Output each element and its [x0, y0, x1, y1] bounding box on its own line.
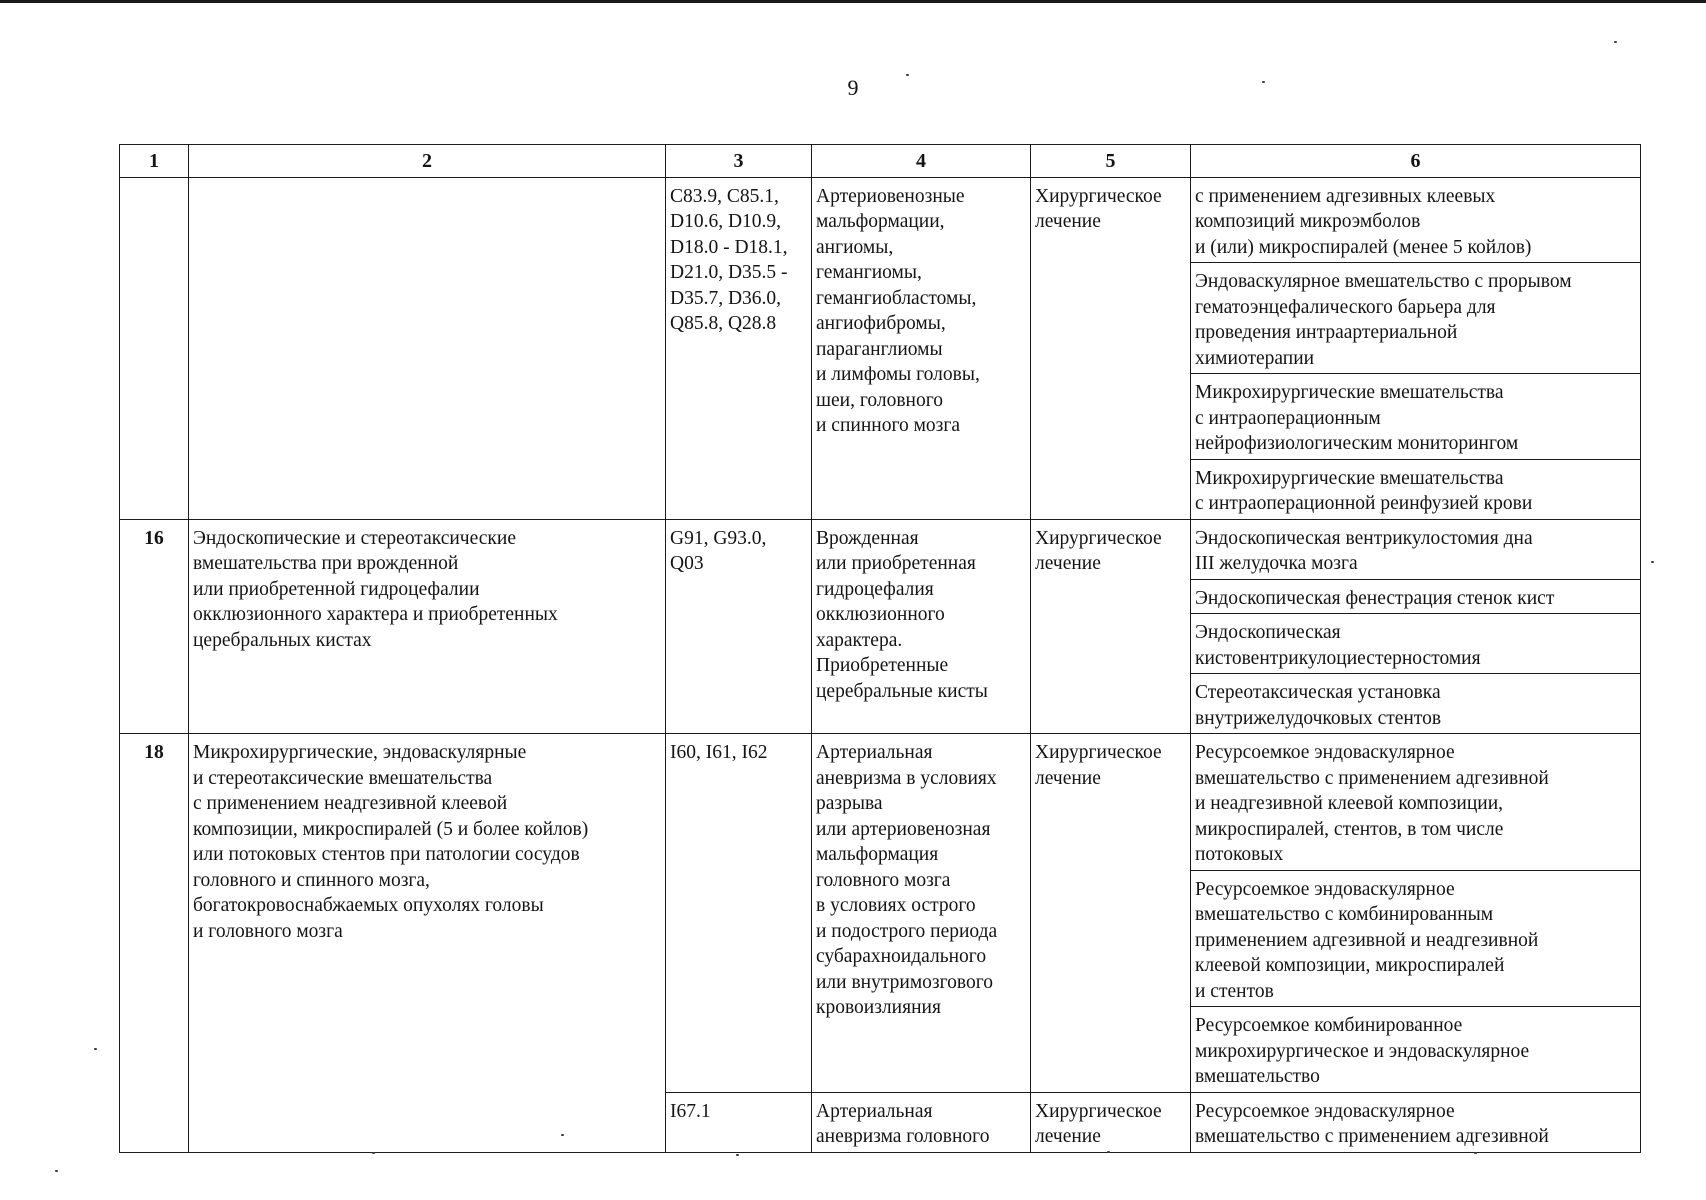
column-header: 1: [120, 145, 189, 178]
treatment-method: Микрохирургические вмешательства с интраоперационной реинфузией крови: [1191, 459, 1641, 519]
scan-speck: [1614, 41, 1617, 43]
page-number: 9: [847, 75, 859, 100]
treatment-method: Микрохирургические вмешательства с интраоперационным нейрофизиологическим мониторингом: [1191, 374, 1641, 460]
treatment-method: Эндоскопическая вентрикулостомия дна III желудочка мозга: [1191, 519, 1641, 579]
treatment-method: Ресурсоемкое комбинированное микрохирургическое и эндоваскулярное вмешательство: [1191, 1007, 1641, 1093]
column-header: 2: [189, 145, 666, 178]
diagnosis-codes: C83.9, C85.1, D10.6, D10.9, D18.0 - D18.1, D21.0, D35.5 - D35.7, D36.0, Q85.8, Q28.8: [666, 177, 812, 519]
table-row: [120, 177, 1641, 263]
table-row: [120, 519, 1641, 579]
scan-speck: [906, 74, 909, 76]
treatment-method: Ресурсоемкое эндоваскулярное вмешательство с комбинированным применением адгезивной и неадгезивной клеевой композиции, микроспиралей и стентов: [1191, 870, 1641, 1007]
treatment-method: Эндоваскулярное вмешательство с прорывом гематоэнцефалического барьера для проведения интраартериальной химиотерапии: [1191, 263, 1641, 374]
scan-speck: [1651, 561, 1654, 563]
treatment-type: Хирургическое лечение: [1031, 177, 1191, 519]
diagnosis-codes: I67.1: [666, 1092, 812, 1152]
table-row: [120, 734, 1641, 871]
diagnosis-codes: G91, G93.0, Q03: [666, 519, 812, 734]
treatment-type: Хирургическое лечение: [1031, 1092, 1191, 1152]
scan-speck: [1262, 81, 1265, 83]
patient-model: Артериальная аневризма головного: [812, 1092, 1031, 1152]
patient-model: Врожденная или приобретенная гидроцефалия окклюзионного характера. Приобретенные церебральные кисты: [812, 519, 1031, 734]
treatment-type: Хирургическое лечение: [1031, 519, 1191, 734]
table-header-row: [120, 145, 1641, 178]
group-number: [120, 177, 189, 519]
column-header: 3: [666, 145, 812, 178]
scan-speck: [561, 1134, 564, 1136]
group-number: 18: [120, 734, 189, 1153]
treatment-method: Ресурсоемкое эндоваскулярное вмешательство с применением адгезивной и неадгезивной клеевой композиции, микроспиралей, стентов, в том числе потоковых: [1191, 734, 1641, 871]
group-name: Микрохирургические, эндоваскулярные и стереотаксические вмешательства с применением неадгезивной клеевой композиции, микроспиралей (5 и более койлов) или потоковых стентов при патологии сосудов головного и спинного мозга, богатокровоснабжаемых опухолях головы и головного мозга: [189, 734, 666, 1153]
scan-speck: [1474, 1152, 1477, 1154]
scan-speck: [1107, 1151, 1110, 1153]
treatment-method: Ресурсоемкое эндоваскулярное вмешательство с применением адгезивной: [1191, 1092, 1641, 1152]
treatment-method: Эндоскопическая фенестрация стенок кист: [1191, 579, 1641, 614]
patient-model: Артериальная аневризма в условиях разрыва или артериовенозная мальформация головного мозга в условиях острого и подострого периода субарахноидального или внутримозгового кровоизлияния: [812, 734, 1031, 1093]
procedures-table: [119, 144, 1641, 1153]
treatment-type: Хирургическое лечение: [1031, 734, 1191, 1093]
treatment-method: Эндоскопическая кистовентрикулоциестерностомия: [1191, 614, 1641, 674]
scan-speck: [55, 1170, 58, 1172]
group-name: [189, 177, 666, 519]
scan-speck: [94, 1048, 97, 1050]
column-header: 4: [812, 145, 1031, 178]
patient-model: Артериовенозные мальформации, ангиомы, гемангиомы, гемангиобластомы, ангиофибромы, параганглиомы и лимфомы головы, шеи, головного и спинного мозга: [812, 177, 1031, 519]
group-name: Эндоскопические и стереотаксические вмешательства при врожденной или приобретенной гидроцефалии окклюзионного характера и приобретенных церебральных кистах: [189, 519, 666, 734]
page-top-edge: [0, 0, 1706, 3]
column-header: 6: [1191, 145, 1641, 178]
scan-speck: [372, 1152, 375, 1154]
diagnosis-codes: I60, I61, I62: [666, 734, 812, 1093]
group-number: 16: [120, 519, 189, 734]
scan-speck: [736, 1154, 739, 1156]
treatment-method: Стереотаксическая установка внутрижелудочковых стентов: [1191, 674, 1641, 734]
column-header: 5: [1031, 145, 1191, 178]
treatment-method: с применением адгезивных клеевых композиций микроэмболов и (или) микроспиралей (менее 5 койлов): [1191, 177, 1641, 263]
